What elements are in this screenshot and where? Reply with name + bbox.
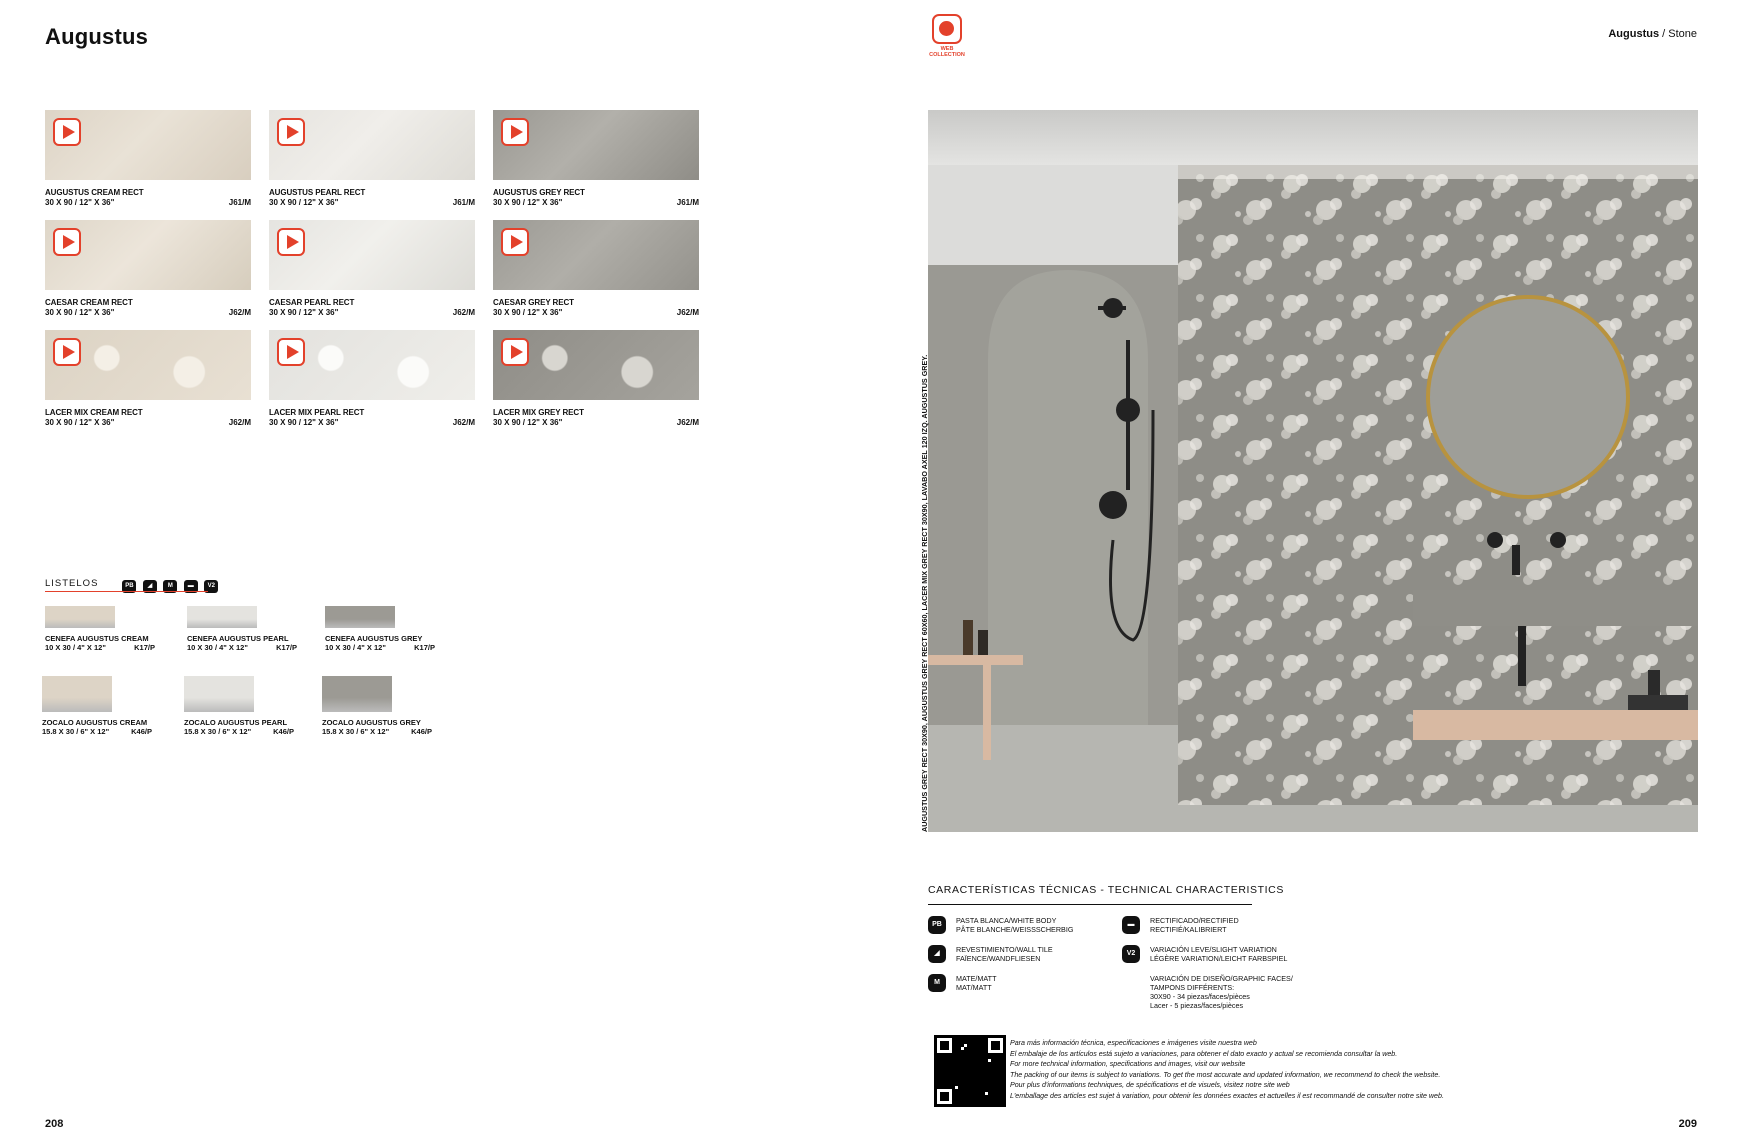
listelo-size: 15.8 X 30 / 6" X 12"	[322, 727, 390, 736]
tech-item-line2: FAÏENCE/WANDFLIESEN	[956, 954, 1041, 963]
page-title: Augustus	[45, 24, 149, 49]
listelo-card	[45, 606, 155, 652]
graphic-faces-line2: TAMPONS DIFFÉRENTS:	[1150, 983, 1235, 992]
breadcrumb-category: Stone	[1668, 28, 1697, 40]
listelo-code: K17/P	[134, 643, 155, 652]
listelo-card	[322, 676, 432, 736]
tile-card	[45, 220, 251, 317]
listelos-label: LISTELOS	[45, 578, 99, 589]
tile-size: 30 X 90 / 12" X 36"	[269, 308, 339, 317]
tile-size: 30 X 90 / 12" X 36"	[493, 308, 563, 317]
white-body-icon: PB	[928, 916, 946, 934]
tech-item-line1: RECTIFICADO/RECTIFIED	[1150, 916, 1239, 925]
matt-icon: M	[928, 974, 946, 992]
tech-item-line2: RECTIFIÉ/KALIBRIERT	[1150, 925, 1227, 934]
listelo-image	[322, 676, 392, 712]
breadcrumb-separator: /	[1659, 28, 1669, 40]
listelo-size: 10 X 30 / 4" X 12"	[45, 643, 106, 652]
tile-specs	[269, 308, 475, 317]
play-video-icon[interactable]	[501, 118, 529, 146]
note-line: El embalaje de los artículos está sujeto a variaciones, para obtener el dato exacto y actual se recomienda consultar la web.	[1010, 1049, 1398, 1058]
tile-code: J62/M	[228, 418, 251, 427]
tile-code: J61/M	[452, 198, 475, 207]
play-video-icon[interactable]	[277, 228, 305, 256]
tile-specs	[45, 418, 251, 427]
listelo-image	[187, 606, 257, 628]
listelo-specs	[45, 643, 155, 652]
breadcrumb	[1608, 28, 1697, 40]
listelo-image	[45, 606, 115, 628]
tile-image	[45, 220, 251, 290]
graphic-faces-line3: 30X90 - 34 piezas/faces/pièces	[1150, 992, 1250, 1001]
listelo-image	[184, 676, 254, 712]
note-line: Para más información técnica, especificaciones e imágenes visite nuestra web	[1010, 1039, 1257, 1047]
tile-image	[45, 110, 251, 180]
tile-name: CAESAR CREAM RECT	[45, 298, 133, 307]
qr-code-graphic	[934, 1035, 1006, 1107]
tech-item-line1: PASTA BLANCA/WHITE BODY	[956, 916, 1057, 925]
breadcrumb-collection: Augustus	[1608, 28, 1660, 40]
tile-card	[45, 110, 251, 207]
listelo-specs	[187, 643, 297, 652]
tile-name: LACER MIX GREY RECT	[493, 408, 584, 417]
listelo-code: K46/P	[273, 727, 294, 736]
tile-specs	[493, 198, 699, 207]
tech-item-line1: MATE/MATT	[956, 974, 997, 983]
tech-item-matt	[928, 974, 996, 992]
listelo-card	[184, 676, 294, 736]
play-video-icon[interactable]	[53, 338, 81, 366]
tile-size: 30 X 90 / 12" X 36"	[493, 198, 563, 207]
rectified-icon: ▬	[184, 580, 198, 593]
wall-tile-icon: ◢	[928, 945, 946, 963]
tile-name: AUGUSTUS PEARL RECT	[269, 188, 366, 197]
graphic-faces-line1: VARIACIÓN DE DISEÑO/GRAPHIC FACES/	[1150, 974, 1293, 983]
tile-specs	[45, 308, 251, 317]
listelo-name: ZOCALO AUGUSTUS PEARL	[184, 718, 288, 727]
tile-image	[269, 330, 475, 400]
listelo-specs	[42, 727, 152, 736]
tech-item-line1: REVESTIMIENTO/WALL TILE	[956, 945, 1053, 954]
tile-code: J61/M	[676, 198, 699, 207]
tile-image	[493, 330, 699, 400]
listelo-name: CENEFA AUGUSTUS CREAM	[45, 634, 149, 643]
tile-specs	[493, 308, 699, 317]
web-collection-label	[924, 46, 970, 58]
web-collection-line1: WEB	[940, 46, 954, 52]
listelo-size: 10 X 30 / 4" X 12"	[325, 643, 386, 652]
tile-code: J62/M	[228, 308, 251, 317]
tile-name: AUGUSTUS CREAM RECT	[45, 188, 144, 197]
tech-item-line2: PÂTE BLANCHE/WEISSSCHERBIG	[956, 925, 1074, 934]
tile-card	[269, 330, 475, 427]
listelo-card	[325, 606, 435, 652]
tech-item-line1: VARIACIÓN LEVE/SLIGHT VARIATION	[1150, 945, 1277, 954]
bathroom-illustration	[928, 110, 1698, 832]
listelo-size: 15.8 X 30 / 6" X 12"	[184, 727, 252, 736]
page-number-left: 208	[45, 1118, 64, 1130]
tile-image	[493, 110, 699, 180]
note-line: For more technical information, specifications and images, visit our website	[1010, 1060, 1246, 1068]
play-video-icon[interactable]	[277, 118, 305, 146]
play-video-icon[interactable]	[277, 338, 305, 366]
tile-card	[493, 330, 699, 427]
web-collection-icon[interactable]	[932, 14, 962, 44]
web-collection-line2: COLLECTION	[929, 52, 965, 58]
tile-specs	[269, 198, 475, 207]
tile-card	[269, 220, 475, 317]
tech-title: CARACTERÍSTICAS TÉCNICAS - TECHNICAL CHARACTERISTICS	[928, 884, 1284, 896]
tile-card	[493, 220, 699, 317]
note-line: The packing of our items is subject to variations. To get the most accurate and updated information, we recommend to check the website.	[1010, 1070, 1441, 1079]
wall-tile-icon: ◢	[143, 580, 157, 593]
note-line: L'emballage des articles est sujet à variation, pour obtenir les données exactes et actuelles il est recommandé de consulter notre site web.	[1010, 1091, 1444, 1100]
tile-specs	[269, 418, 475, 427]
listelo-card	[42, 676, 152, 736]
listelo-code: K46/P	[131, 727, 152, 736]
tech-divider	[928, 904, 1252, 905]
tech-item-white-body	[928, 916, 1073, 934]
qr-code[interactable]	[934, 1035, 1006, 1107]
tile-name: CAESAR PEARL RECT	[269, 298, 355, 307]
listelo-image	[325, 606, 395, 628]
tech-item-line2: MAT/MATT	[956, 983, 992, 992]
tile-size: 30 X 90 / 12" X 36"	[493, 418, 563, 427]
listelo-specs	[184, 727, 294, 736]
listelo-code: K17/P	[414, 643, 435, 652]
listelo-code: K17/P	[276, 643, 297, 652]
play-video-icon[interactable]	[501, 338, 529, 366]
note-line: Pour plus d'informations techniques, de spécifications et de visuels, visitez notre site web	[1010, 1081, 1290, 1089]
tech-item-line2: LÉGÈRE VARIATION/LEICHT FARBSPIEL	[1150, 954, 1288, 963]
slight-variation-icon: V2	[1122, 945, 1140, 963]
listelo-name: ZOCALO AUGUSTUS GREY	[322, 718, 421, 727]
listelo-name: ZOCALO AUGUSTUS CREAM	[42, 718, 148, 727]
tile-name: CAESAR GREY RECT	[493, 298, 574, 307]
tile-card	[269, 110, 475, 207]
matt-icon: M	[163, 580, 177, 593]
tile-name: LACER MIX PEARL RECT	[269, 408, 365, 417]
graphic-faces-line4: Lacer - 5 piezas/faces/pièces	[1150, 1001, 1244, 1010]
tile-size: 30 X 90 / 12" X 36"	[269, 198, 339, 207]
tile-image	[269, 220, 475, 290]
tile-size: 30 X 90 / 12" X 36"	[45, 418, 115, 427]
tile-code: J62/M	[452, 418, 475, 427]
listelo-size: 15.8 X 30 / 6" X 12"	[42, 727, 110, 736]
tile-size: 30 X 90 / 12" X 36"	[269, 418, 339, 427]
listelos-underline	[45, 591, 208, 592]
tile-code: J61/M	[228, 198, 251, 207]
tile-name: LACER MIX CREAM RECT	[45, 408, 143, 417]
tile-code: J62/M	[676, 308, 699, 317]
play-video-icon[interactable]	[53, 228, 81, 256]
tile-specs	[493, 418, 699, 427]
tile-image	[269, 110, 475, 180]
listelo-specs	[325, 643, 435, 652]
page-number-right: 209	[1678, 1118, 1697, 1130]
tile-card	[45, 330, 251, 427]
rectified-icon: ▬	[1122, 916, 1140, 934]
website-notes	[1010, 1038, 1444, 1101]
listelo-specs	[322, 727, 432, 736]
listelo-name: CENEFA AUGUSTUS PEARL	[187, 634, 289, 643]
tile-image	[493, 220, 699, 290]
bathroom-photo	[928, 110, 1698, 832]
tech-item-rectified	[1122, 916, 1239, 934]
listelo-size: 10 X 30 / 4" X 12"	[187, 643, 248, 652]
photo-caption: AUGUSTUS GREY RECT 30X90, AUGUSTUS GREY RECT 60X60, LACER MIX GREY RECT 30X90, LAVABO AXEL 120 IZQ. AUGUSTUS GREY.	[920, 354, 929, 832]
tile-size: 30 X 90 / 12" X 36"	[45, 308, 115, 317]
play-video-icon[interactable]	[53, 118, 81, 146]
slight-variation-icon: V2	[204, 580, 218, 593]
listelo-card	[187, 606, 297, 652]
tile-image	[45, 330, 251, 400]
listelo-code: K46/P	[411, 727, 432, 736]
tech-item-slight-variation	[1122, 945, 1287, 963]
tile-name: AUGUSTUS GREY RECT	[493, 188, 585, 197]
tech-item-graphic-faces	[1150, 974, 1293, 1010]
tile-code: J62/M	[676, 418, 699, 427]
tech-item-wall-tile	[928, 945, 1053, 963]
tile-code: J62/M	[452, 308, 475, 317]
listelo-name: CENEFA AUGUSTUS GREY	[325, 634, 423, 643]
tile-size: 30 X 90 / 12" X 36"	[45, 198, 115, 207]
tile-specs	[45, 198, 251, 207]
tile-card	[493, 110, 699, 207]
listelo-image	[42, 676, 112, 712]
play-video-icon[interactable]	[501, 228, 529, 256]
white-body-icon: PB	[122, 580, 136, 593]
